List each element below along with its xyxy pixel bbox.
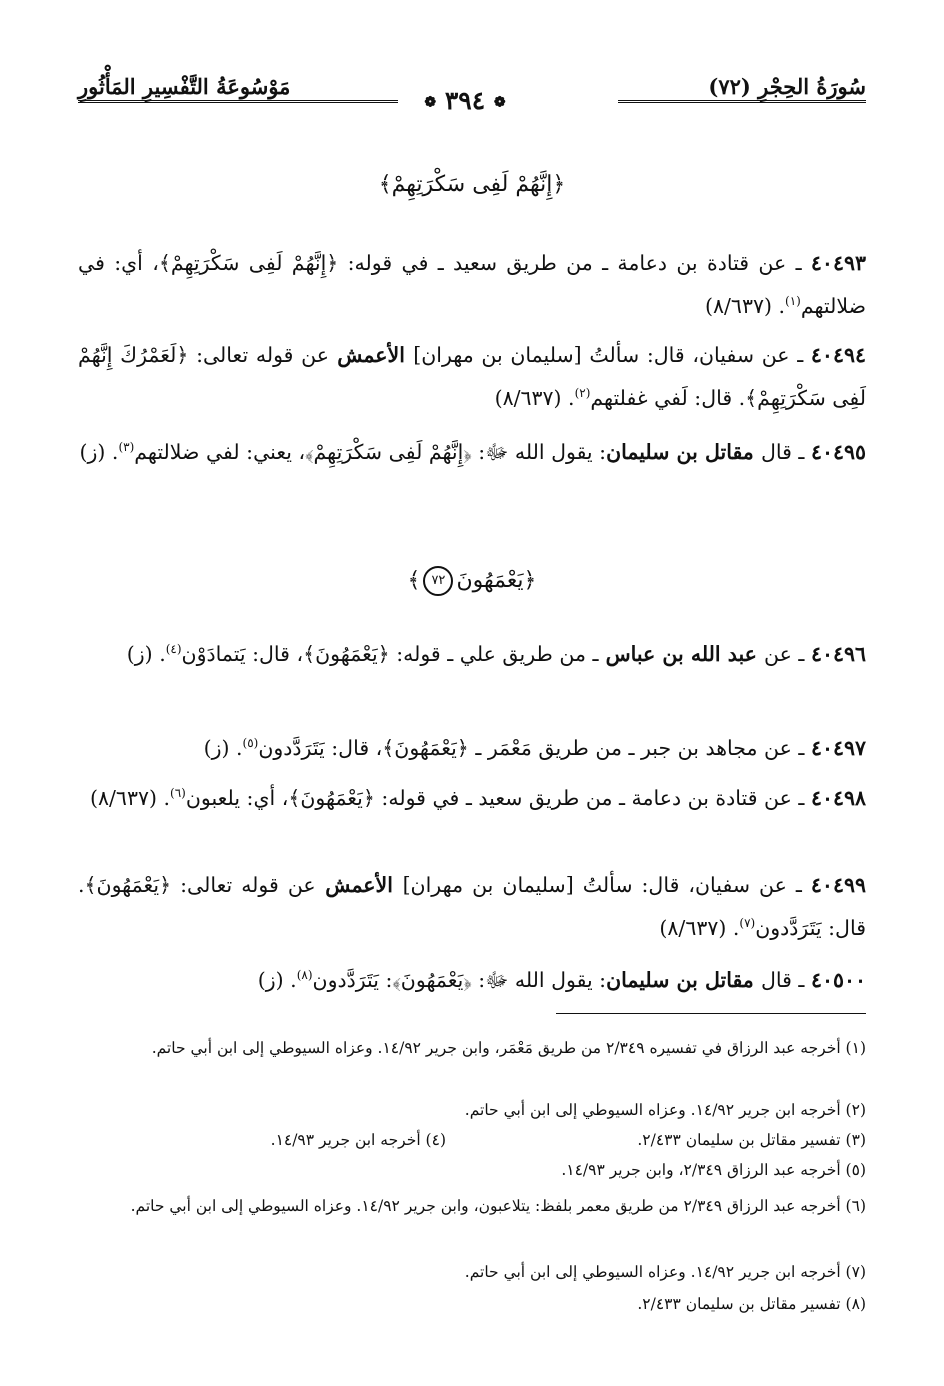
book-title: مَوْسُوعَةُ التَّفْسِيرِ المَأْثُورِ (78, 74, 291, 99)
entry-source: . (ز) (79, 439, 119, 464)
entry-source: . (٨/٦٣٧) (705, 293, 785, 318)
entry-text: : يقول الله ﷻ: ﴿إِنَّهُمْ لَفِى سَكْرَتِهِمْ﴾، يعني: لفي ضلالتهم (134, 439, 607, 464)
entry-number: ٤٠٤٩٤ (810, 343, 866, 367)
footnote: (٣) تفسير مقاتل بن سليمان ٢/٤٣٣. (637, 1131, 866, 1149)
footnote-ref: (٢) (574, 386, 591, 400)
narrator-name: مقاتل بن سليمان (606, 439, 761, 464)
footnote-separator (556, 1013, 866, 1014)
entry-text: ـ قال (760, 967, 805, 992)
entry-text: ـ عن سفيان، قال: سألتُ [سليمان بن مهران] (413, 343, 804, 367)
quran-quote: ﴿يَعْمَهُونَ (456, 568, 537, 593)
narration-entry (78, 630, 866, 673)
narrator-name: الأعمش (328, 343, 414, 367)
narration-entry (78, 956, 866, 999)
footnote: (١) أخرجه عبد الرزاق في تفسيره ٢/٣٤٩ من طريق مَعْمَر، وابن جرير ١٤/٩٢. وعزاه السيوطي إلى ابن أبي حاتم. (151, 1039, 866, 1057)
footnote-ref: (١) (785, 294, 801, 308)
entry-source: . (ز) (257, 967, 297, 992)
header-rule-left (78, 100, 398, 103)
entry-number: ٤٠٥٠٠ (810, 967, 866, 992)
narration-entry (78, 428, 866, 471)
section-heading (78, 566, 866, 596)
entry-text: عن قوله تعالى: ﴿لَعَمْرُكَ إِنَّهُمْ لَفِى سَكْرَتِهِمْ﴾. قال: لَفي غفلتهم (78, 343, 866, 410)
entry-source: . (٨/٦٣٧) (494, 385, 575, 410)
entry-text: ـ عن قتادة بن دعامة ـ من طريق سعيد ـ في قوله: ﴿يَعْمَهُونَ﴾، أي: يلعبون (185, 785, 805, 810)
footnote: (٦) أخرجه عبد الرزاق ٢/٣٤٩ من طريق معمر بلفظ: يتلاعبون، وابن جرير ١٤/٩٢. وعزاه السيوطي إلى ابن أبي حاتم. (130, 1197, 866, 1215)
entry-number: ٤٠٤٩٧ (810, 735, 866, 760)
footnote-ref: (٤) (165, 642, 182, 656)
footnote-ref: (٦) (170, 786, 186, 800)
entry-text: ـ عن سفيان، قال: سألتُ [سليمان بن مهران] (402, 873, 802, 897)
entry-text: ـ قال (760, 439, 805, 464)
entry-source: . (٨/٦٣٧) (659, 915, 740, 940)
entry-number: ٤٠٤٩٩ (810, 873, 866, 897)
narrator-name: مقاتل بن سليمان (606, 967, 761, 992)
narration-entry (78, 244, 866, 325)
page-number: ٣٩٤ (444, 86, 486, 115)
entry-number: ٤٠٤٩٣ (810, 251, 866, 275)
narrator-name: الأعمش (315, 873, 403, 897)
entry-text: ـ عن (764, 641, 805, 666)
narration-entry (78, 866, 866, 947)
page-number-block (400, 86, 530, 115)
footnote-ref: (٥) (242, 736, 259, 750)
footnote: (٤) أخرجه ابن جرير ١٤/٩٣. (270, 1131, 446, 1149)
ornament-icon: ❁ (424, 94, 437, 111)
footnote: (٢) أخرجه ابن جرير ١٤/٩٢. وعزاه السيوطي إلى ابن أبي حاتم. (464, 1101, 866, 1119)
entry-number: ٤٠٤٩٥ (810, 439, 866, 464)
entry-text: ـ من طريق علي ـ قوله: ﴿يَعْمَهُونَ﴾، قال: يَتمادَوْن (181, 641, 599, 666)
quran-quote: ﴿إِنَّهُمْ لَفِى سَكْرَتِهِمْ﴾ (378, 172, 566, 197)
entry-number: ٤٠٤٩٦ (810, 641, 866, 666)
footnote-ref: (٣) (118, 440, 135, 454)
footnote-ref: (٧) (739, 916, 756, 930)
quran-quote-close: ﴾ (407, 568, 421, 593)
entry-number: ٤٠٤٩٨ (810, 785, 866, 810)
entry-text: عن قوله تعالى: ﴿يَعْمَهُونَ﴾. قال: يَتَرَدَّدون (78, 873, 866, 940)
narration-entry (78, 774, 866, 817)
entry-source: . (ز) (203, 735, 243, 760)
narration-entry (78, 724, 866, 767)
entry-text: ـ عن قتادة بن دعامة ـ من طريق سعيد ـ في قوله: ﴿إِنَّهُمْ لَفِى سَكْرَتِهِمْ﴾، أي: في ضلالتهم (78, 251, 866, 318)
footnote: (٧) أخرجه ابن جرير ١٤/٩٢. وعزاه السيوطي إلى ابن أبي حاتم. (464, 1263, 866, 1281)
entry-source: . (٨/٦٣٧) (90, 785, 170, 810)
narrator-name: عبد الله بن عباس (598, 641, 765, 666)
entry-source: . (ز) (126, 641, 166, 666)
entry-text: : يقول الله ﷻ: ﴿يَعْمَهُونَ﴾: يَتَرَدَّدون (312, 967, 607, 992)
narration-entry (78, 336, 866, 417)
surah-title: سُورَةُ الحِجْرِ (٧٢) (708, 74, 866, 99)
ayah-number-icon: ٧٢ (423, 566, 453, 596)
header-rule-right (618, 100, 866, 103)
footnote: (٥) أخرجه عبد الرزاق ٢/٣٤٩، وابن جرير ١٤/٩٣. (561, 1161, 866, 1179)
footnote: (٨) تفسير مقاتل بن سليمان ٢/٤٣٣. (637, 1295, 866, 1313)
entry-text: ـ عن مجاهد بن جبر ـ من طريق مَعْمَر ـ ﴿يَعْمَهُونَ﴾، قال: يَتَرَدَّدون (258, 735, 805, 760)
ornament-icon: ❁ (493, 94, 506, 111)
footnote-ref: (٨) (296, 968, 313, 982)
section-heading (78, 172, 866, 197)
